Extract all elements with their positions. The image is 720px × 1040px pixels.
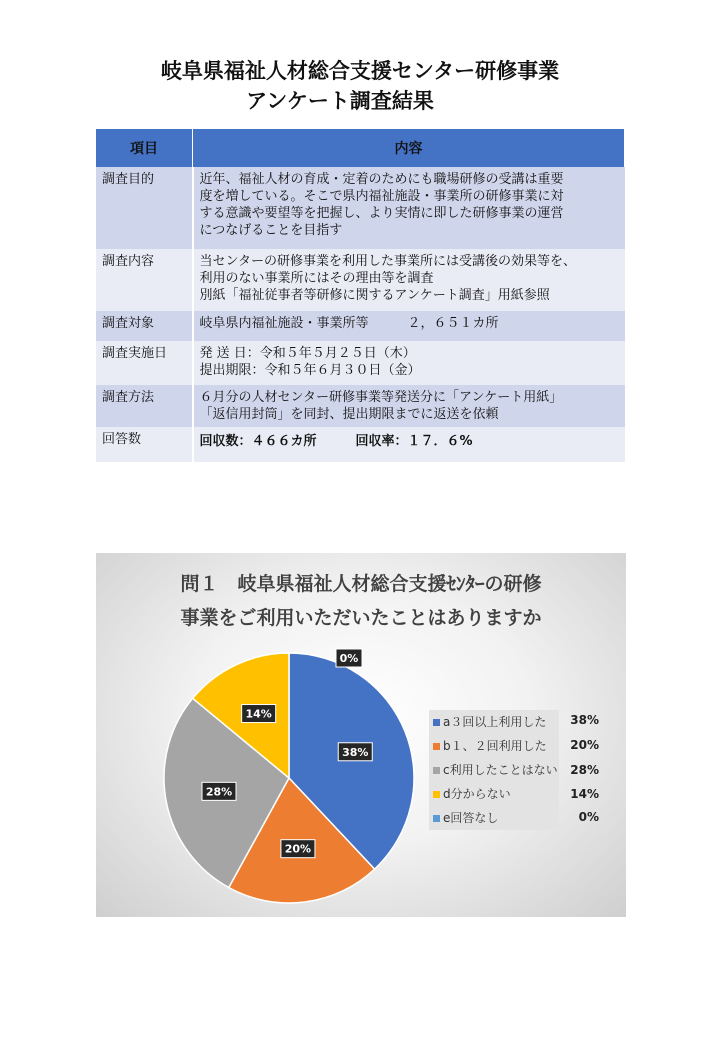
- row-value: ６月分の人材センター研修事業等発送分に「アンケート用紙」 「返信用封筒」を同封、提出期限までに返送を依頼: [193, 385, 625, 427]
- legend-percent: 20%: [570, 738, 599, 752]
- legend-item: c利用したことはない: [429, 758, 559, 782]
- legend-swatch: [433, 767, 440, 774]
- legend-swatch: [433, 719, 440, 726]
- legend-percent: 28%: [570, 763, 599, 777]
- table-row: [96, 167, 625, 249]
- survey-summary-table: [96, 129, 625, 462]
- data-label: [338, 743, 372, 761]
- legend-item: e回答なし: [429, 806, 559, 830]
- data-label: [281, 840, 315, 858]
- chart-legend: [429, 710, 559, 830]
- row-key: 調査目的: [96, 167, 193, 249]
- legend-item: b１、２回利用した: [429, 734, 559, 758]
- row-value: 岐阜県内福祉施設・事業所等 ２，６５１カ所: [193, 311, 625, 341]
- svg-text:38%: 38%: [342, 745, 369, 759]
- legend-item: d分からない: [429, 782, 559, 806]
- row-key: 調査方法: [96, 385, 193, 427]
- row-key: 回答数: [96, 427, 193, 462]
- table-row: [96, 341, 625, 385]
- legend-percent: 38%: [570, 713, 599, 727]
- row-value: 発 送 日：令和５年５月２５日（木） 提出期限：令和５年６月３０日（金）: [193, 341, 625, 385]
- row-value: 回収数：４６６カ所 回収率：１７．６%: [193, 427, 625, 462]
- legend-percent: 14%: [570, 787, 599, 801]
- svg-text:0%: 0%: [339, 652, 359, 665]
- row-value: 近年、福祉人材の育成・定着のためにも職場研修の受講は重要 度を増している。そこで県内福祉施設・事業所の研修事業に対 する意識や要望等を把握し、より実情に即した研修事業の運営 につなげることを目指す: [193, 167, 625, 249]
- document-title-line2: アンケート調査結果: [246, 89, 434, 113]
- document-title-line1: 岐阜県福祉人材総合支援センター研修事業: [160, 59, 560, 83]
- table-row: [96, 427, 625, 462]
- pie-chart-panel: [96, 553, 626, 917]
- data-label: [242, 705, 276, 723]
- header-content: 内容: [193, 129, 625, 167]
- chart-title-line2: 事業をご利用いただいたことはありますか: [180, 607, 542, 629]
- row-key: 調査内容: [96, 249, 193, 311]
- table-row: [96, 311, 625, 341]
- data-label: [336, 649, 362, 667]
- row-value: 当センターの研修事業を利用した事業所には受講後の効果等を、 利用のない事業所にはその理由等を調査 別紙「福祉従事者等研修に関するアンケート調査」用紙参照: [193, 249, 625, 311]
- data-label: [202, 782, 236, 800]
- legend-item: a３回以上利用した: [429, 710, 559, 734]
- svg-text:28%: 28%: [205, 785, 233, 799]
- legend-swatch: [433, 743, 440, 750]
- row-key: 調査対象: [96, 311, 193, 341]
- table-row: [96, 385, 625, 427]
- chart-title-line1: 問１ 岐阜県福祉人材総合支援ｾﾝﾀｰの研修: [180, 573, 542, 595]
- legend-swatch: [433, 791, 440, 798]
- legend-percent: 0%: [578, 810, 599, 824]
- svg-text:14%: 14%: [245, 707, 272, 721]
- row-key: 調査実施日: [96, 341, 193, 385]
- header-item: 項目: [96, 129, 193, 167]
- table-row: [96, 249, 625, 311]
- legend-swatch: [433, 815, 440, 822]
- svg-text:20%: 20%: [284, 842, 312, 856]
